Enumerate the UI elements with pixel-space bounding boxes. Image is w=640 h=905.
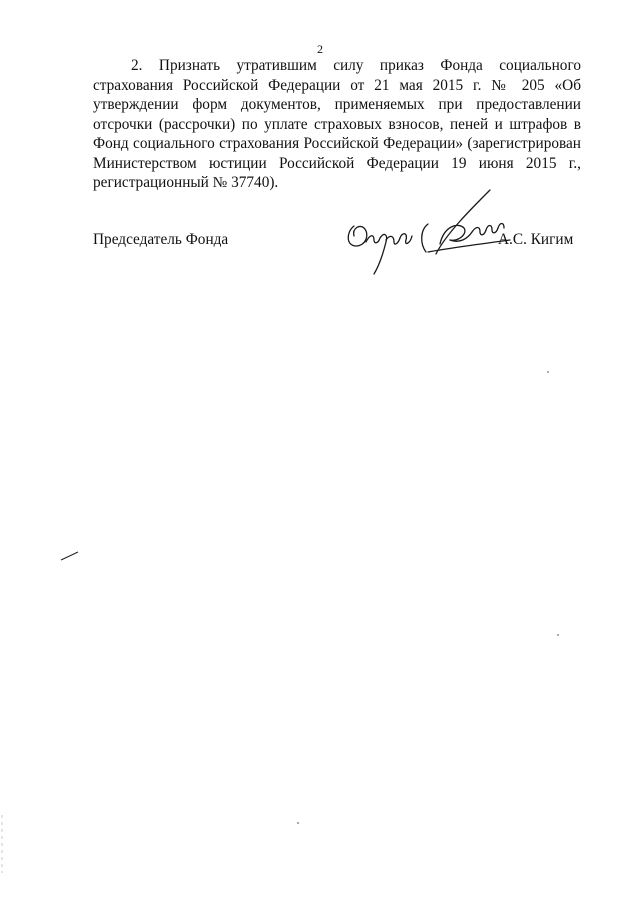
signatory-title: Председатель Фонда xyxy=(93,231,229,248)
scan-artifact xyxy=(546,370,550,374)
page-number: 2 xyxy=(317,42,323,56)
scan-artifact xyxy=(60,550,80,562)
signatory-name: А.С. Кигим xyxy=(498,231,574,248)
scan-artifact xyxy=(556,633,560,637)
body-paragraph: 2. Признать утратившим силу приказ Фонда социального страхования Российской Федерации от 21 мая 2015 г. № 205 «Об утверждении форм документов, применяемых при предоставлении отсрочки (рассрочки) по уплате страховых взносов, пеней и штрафов в Фонд социального страхования Российской Федерации» (зарегистрирован Министерством юстиции Российской Федерации 19 июня 2015 г., регистрационный № 37740). xyxy=(93,57,581,191)
scan-edge-artifact xyxy=(0,815,4,875)
scan-artifact xyxy=(296,821,300,825)
